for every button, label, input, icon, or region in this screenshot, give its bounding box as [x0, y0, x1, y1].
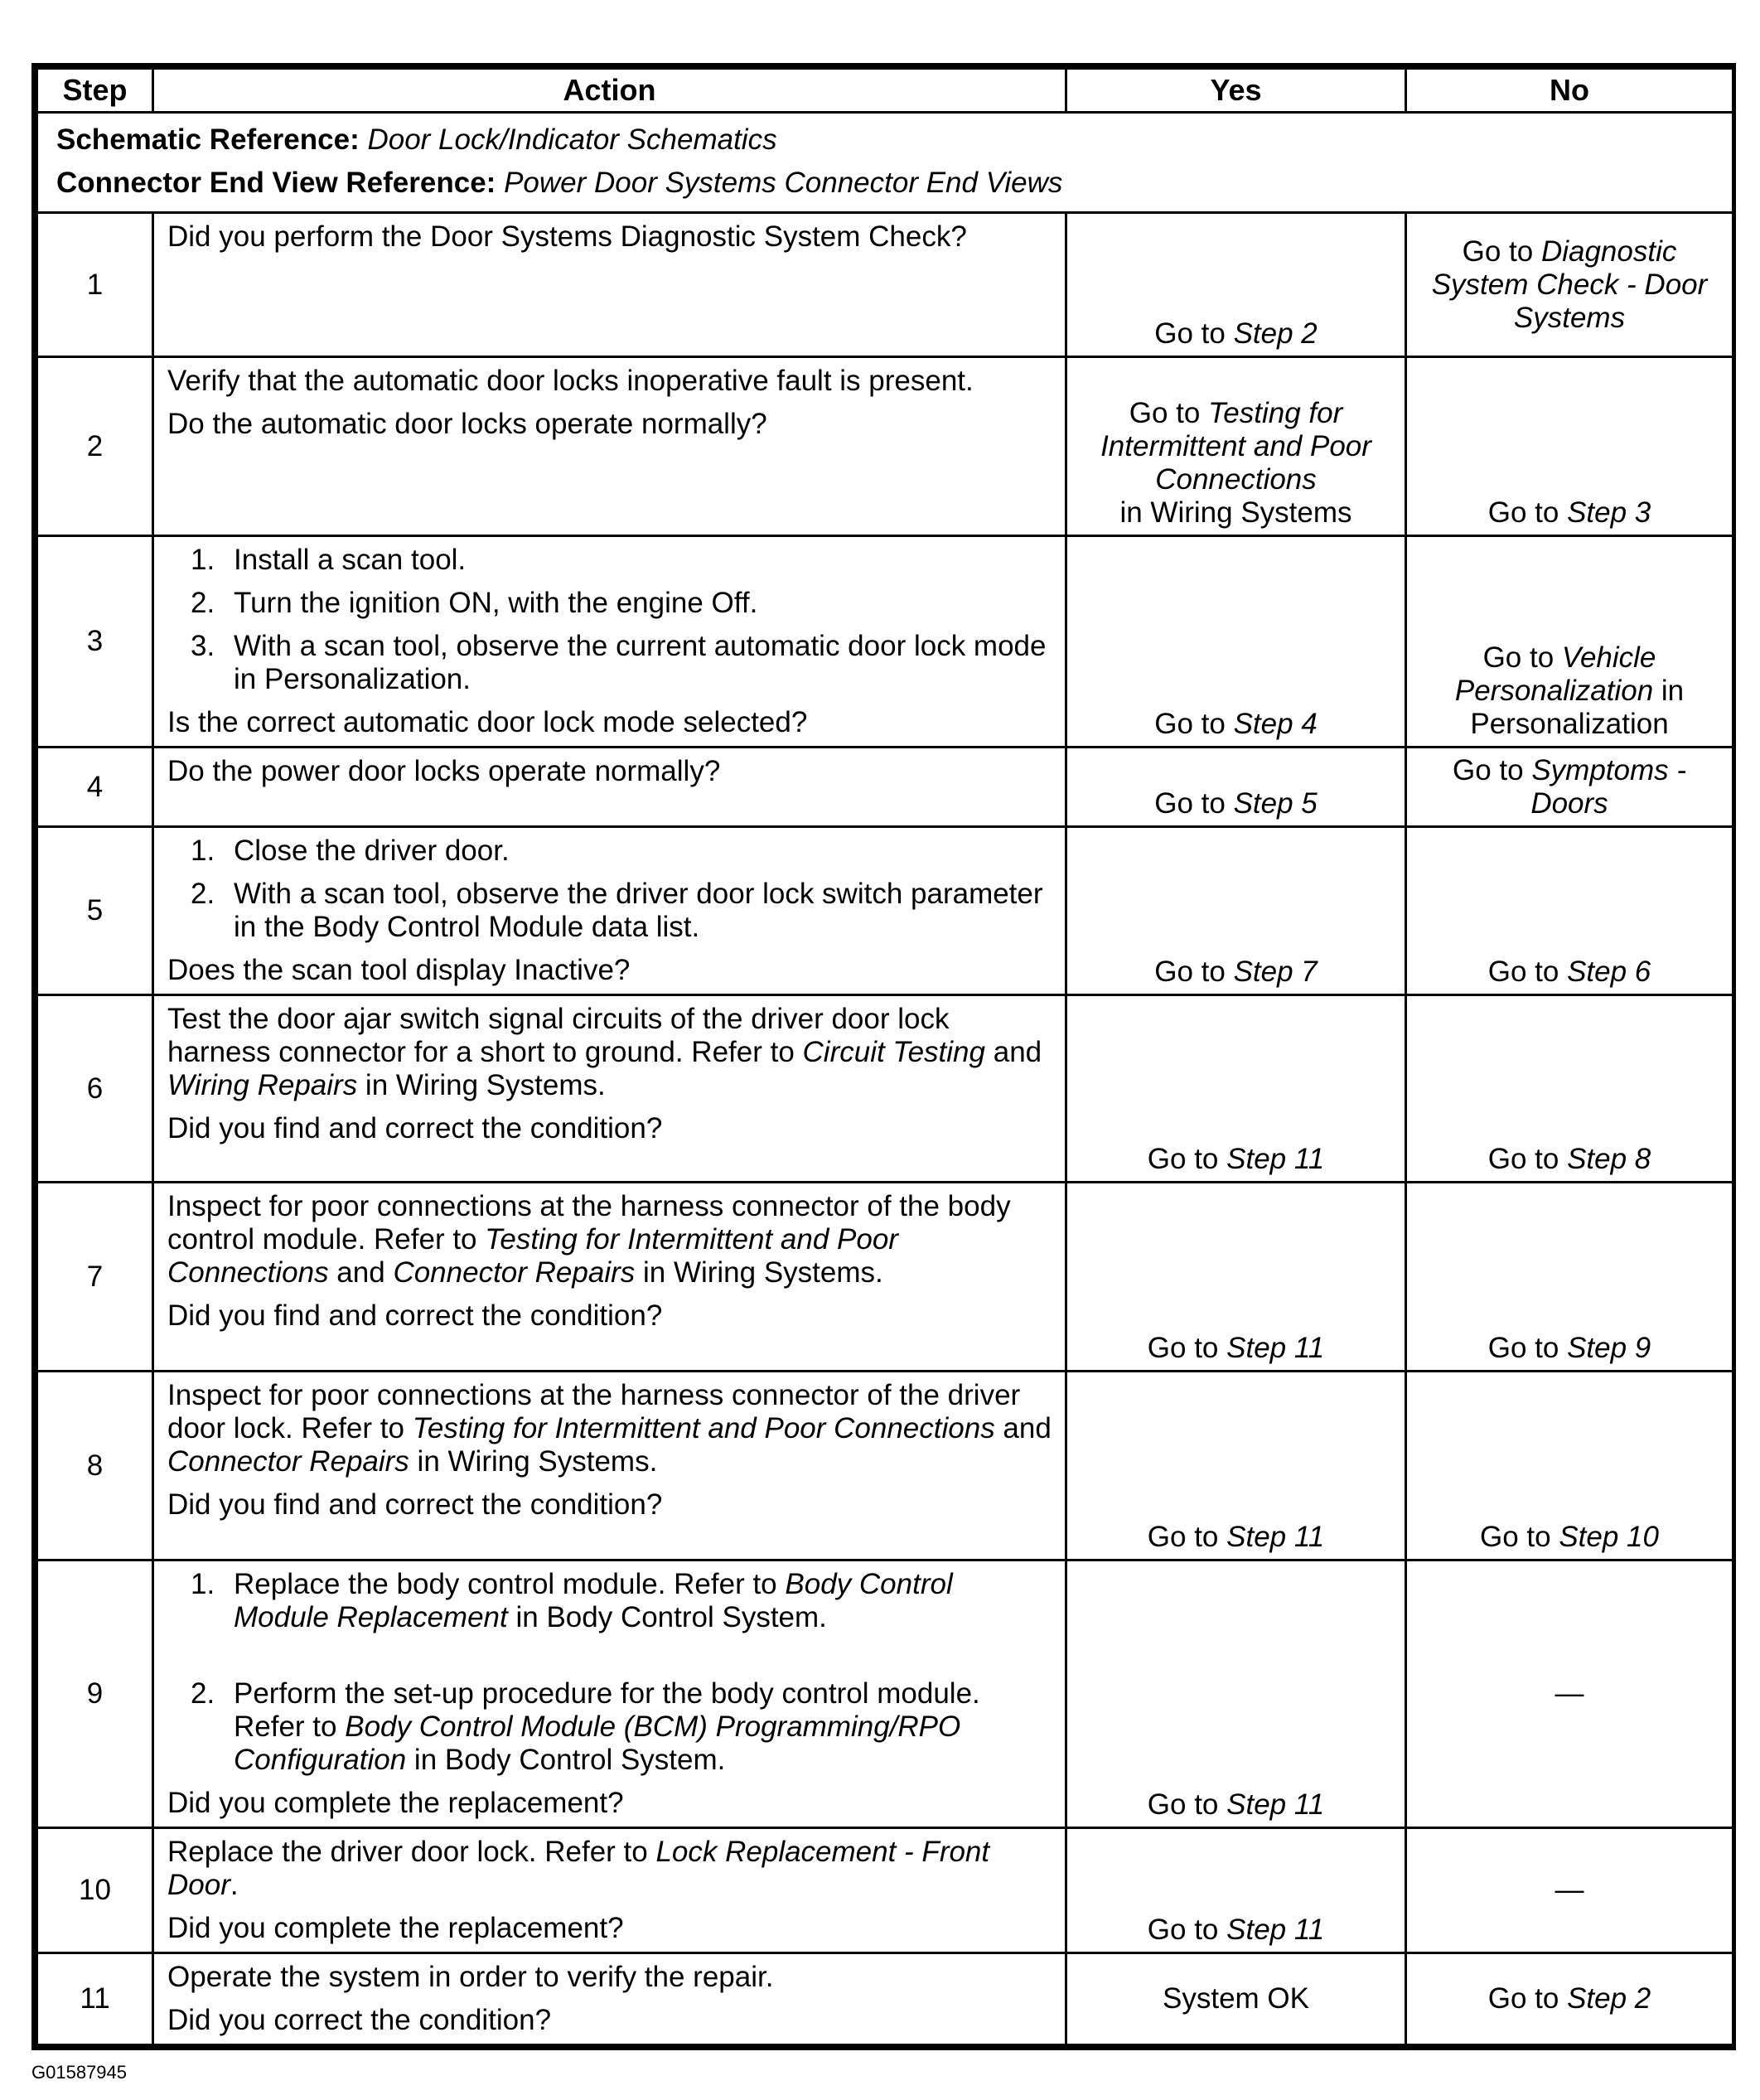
yes-prefix: Go to — [1147, 1332, 1227, 1364]
action-text — [167, 1190, 1052, 1290]
yes-result: System OK — [1163, 1982, 1309, 2015]
list-item: 1. Replace the body control module. Refer to Body Control Module Replacement in Body Control System. — [191, 1568, 953, 1633]
action-question: Did you complete the replacement? — [167, 1787, 624, 1819]
yes-link[interactable]: Step 7 — [1233, 956, 1318, 988]
yes-link[interactable]: Testing for Intermittent and Poor Connections — [1100, 397, 1371, 496]
no-link[interactable]: Step 3 — [1567, 496, 1651, 529]
action-text-part: and — [994, 1412, 1052, 1444]
action-question: Did you find and correct the condition? — [167, 1299, 663, 1332]
list-item-text: in Body Control System. — [507, 1601, 827, 1633]
header-no: No — [1406, 69, 1733, 113]
action-link[interactable]: Lock Replacement - Front Door — [167, 1836, 990, 1901]
list-item-text: With a scan tool, observe the driver door lock switch parameter in the Body Control Module data list. — [234, 878, 1043, 943]
yes-cell — [1066, 1828, 1406, 1953]
no-prefix: Go to — [1487, 956, 1568, 988]
action-question: Did you find and correct the condition? — [167, 1488, 663, 1521]
yes-cell — [1066, 357, 1406, 536]
yes-cell — [1066, 536, 1406, 748]
yes-cell — [1066, 213, 1406, 357]
no-cell — [1406, 1372, 1733, 1560]
yes-cell — [1066, 995, 1406, 1183]
table-row-step-5 — [37, 827, 1733, 995]
action-text-part: in Wiring Systems. — [635, 1256, 883, 1289]
list-item: 2. With a scan tool, observe the driver door lock switch parameter in the Body Control Module data list. — [191, 878, 1043, 943]
action-cell — [153, 213, 1066, 357]
yes-prefix: Go to — [1154, 708, 1234, 740]
action-cell — [153, 1953, 1066, 2045]
no-link[interactable]: Step 2 — [1567, 1982, 1651, 2015]
no-cell — [1406, 748, 1733, 827]
action-question: Do the automatic door locks operate normally? — [167, 408, 767, 440]
table-row-step-6 — [37, 995, 1733, 1183]
no-link[interactable]: Symptoms - Doors — [1530, 754, 1687, 820]
yes-cell — [1066, 1560, 1406, 1828]
no-prefix: Go to — [1452, 754, 1532, 786]
no-link[interactable]: Diagnostic System Check - Door Systems — [1431, 235, 1708, 334]
table-row-step-4 — [37, 748, 1733, 827]
step-number: 6 — [37, 995, 153, 1183]
action-link[interactable]: Body Control Module (BCM) Programming/RPO Configuration — [234, 1710, 961, 1776]
no-prefix: Go to — [1487, 1143, 1568, 1175]
no-cell — [1406, 1560, 1733, 1828]
yes-link[interactable]: Step 11 — [1226, 1332, 1325, 1364]
list-item: 1. Install a scan tool. — [191, 544, 467, 576]
list-item-text: Install a scan tool. — [234, 544, 467, 576]
schematic-reference — [56, 119, 1714, 162]
action-link[interactable]: Connector Repairs — [393, 1256, 636, 1289]
table-row-step-3 — [37, 536, 1733, 748]
step-number: 9 — [37, 1560, 153, 1828]
action-link[interactable]: Wiring Repairs — [167, 1069, 358, 1101]
list-item-text: Turn the ignition ON, with the engine Off. — [234, 587, 758, 619]
list-item: 2. Perform the set-up procedure for the body control module. Refer to Body Control Module (BCM) Programming/RPO Configuration in Body Control System. — [191, 1677, 980, 1776]
yes-prefix: Go to — [1147, 1788, 1227, 1821]
action-link[interactable]: Testing for Intermittent and Poor Connections — [412, 1412, 995, 1444]
header-action: Action — [153, 69, 1066, 113]
schematic-reference-link[interactable]: Door Lock/Indicator Schematics — [367, 123, 777, 156]
no-cell — [1406, 357, 1733, 536]
no-prefix: Go to — [1487, 1982, 1568, 2015]
yes-link[interactable]: Step 5 — [1233, 787, 1318, 820]
list-item: 2. Turn the ignition ON, with the engine Off. — [191, 587, 758, 619]
action-text-part: Inspect for poor connections at the harness connector of the body control module. Refer to — [167, 1190, 1011, 1256]
list-item-text: Replace the body control module. Refer to — [234, 1568, 786, 1600]
no-prefix: Go to — [1487, 496, 1568, 529]
action-text — [167, 1003, 1052, 1102]
no-cell — [1406, 1828, 1733, 1953]
yes-link[interactable]: Step 11 — [1226, 1143, 1325, 1175]
no-link[interactable]: Step 10 — [1559, 1521, 1659, 1553]
yes-prefix: Go to — [1129, 397, 1209, 429]
step-number: 7 — [37, 1183, 153, 1372]
action-question: Did you correct the condition? — [167, 2004, 552, 2036]
no-cell — [1406, 1183, 1733, 1372]
no-cell — [1406, 1953, 1733, 2045]
action-link[interactable]: Testing for Intermittent and Poor Connections — [167, 1223, 898, 1289]
action-link[interactable]: Connector Repairs — [167, 1445, 409, 1478]
step-number: 8 — [37, 1372, 153, 1560]
action-text-part: Replace the driver door lock. Refer to — [167, 1836, 656, 1868]
step-number: 10 — [37, 1828, 153, 1953]
schematic-reference-label: Schematic Reference: — [56, 123, 360, 156]
yes-link[interactable]: Step 11 — [1226, 1521, 1325, 1553]
table-row-step-10 — [37, 1828, 1733, 1953]
action-question: Is the correct automatic door lock mode selected? — [167, 706, 808, 738]
action-link[interactable]: Circuit Testing — [802, 1036, 985, 1068]
no-link[interactable]: Step 8 — [1567, 1143, 1651, 1175]
yes-prefix: Go to — [1154, 787, 1234, 820]
table-row-step-11 — [37, 1953, 1733, 2045]
yes-cell — [1066, 1372, 1406, 1560]
action-question: Does the scan tool display Inactive? — [167, 954, 631, 986]
diagnostic-table — [31, 63, 1736, 2050]
yes-prefix: Go to — [1147, 1521, 1227, 1553]
action-list — [167, 835, 1052, 944]
yes-prefix: Go to — [1147, 1914, 1227, 1946]
table-row-step-2 — [37, 357, 1733, 536]
step-number: 5 — [37, 827, 153, 995]
connector-reference-label: Connector End View Reference: — [56, 167, 496, 199]
list-item-text: Close the driver door. — [234, 835, 510, 867]
list-item: 3. With a scan tool, observe the current automatic door lock mode in Personalization. — [191, 630, 1047, 695]
table-row-step-9 — [37, 1560, 1733, 1828]
action-cell — [153, 748, 1066, 827]
no-prefix: Go to — [1462, 235, 1541, 268]
step-number: 2 — [37, 357, 153, 536]
yes-cell — [1066, 1183, 1406, 1372]
yes-cell — [1066, 1953, 1406, 2045]
connector-reference-link[interactable]: Power Door Systems Connector End Views — [504, 167, 1063, 199]
header-step: Step — [37, 69, 153, 113]
action-text-part: Inspect for poor connections at the harness connector of the driver door lock. Refer to — [167, 1379, 1021, 1444]
header-yes: Yes — [1066, 69, 1406, 113]
action-text: Verify that the automatic door locks inoperative fault is present. — [167, 365, 974, 397]
action-cell — [153, 357, 1066, 536]
action-text-part: . — [230, 1869, 239, 1901]
table-row-step-8 — [37, 1372, 1733, 1560]
figure-code: G01587945 — [31, 2062, 127, 2083]
reference-row — [37, 113, 1733, 213]
action-cell — [153, 1560, 1066, 1828]
action-cell — [153, 536, 1066, 748]
no-dash: — — [1555, 1677, 1584, 1710]
yes-link[interactable]: Step 2 — [1233, 317, 1318, 350]
yes-link[interactable]: Step 11 — [1226, 1788, 1325, 1821]
action-text-part: Test the door ajar switch signal circuits of the driver door lock harness connector for a short to ground. Refer to — [167, 1003, 950, 1068]
table-row-step-1 — [37, 213, 1733, 357]
action-question: Did you find and correct the condition? — [167, 1112, 663, 1144]
action-text-part: in Wiring Systems. — [409, 1445, 658, 1478]
action-text: Operate the system in order to verify the repair. — [167, 1961, 774, 1993]
action-text: Did you perform the Door Systems Diagnostic System Check? — [167, 220, 967, 253]
no-prefix: Go to — [1487, 1332, 1568, 1364]
yes-suffix: in Wiring Systems — [1119, 496, 1352, 529]
action-cell — [153, 995, 1066, 1183]
yes-cell — [1066, 827, 1406, 995]
action-link[interactable]: Body Control Module Replacement — [234, 1568, 953, 1633]
action-text-part: and — [985, 1036, 1042, 1068]
action-cell — [153, 1183, 1066, 1372]
header-row — [37, 69, 1733, 113]
no-cell — [1406, 536, 1733, 748]
action-list — [167, 544, 1052, 696]
connector-reference — [56, 162, 1714, 205]
yes-cell — [1066, 748, 1406, 827]
list-item-text: Perform the set-up procedure for the body control module. Refer to — [234, 1677, 980, 1743]
yes-link[interactable]: Step 11 — [1226, 1914, 1325, 1946]
list-item: 1. Close the driver door. — [191, 835, 510, 867]
action-cell — [153, 1372, 1066, 1560]
action-text-part: in Wiring Systems. — [357, 1069, 606, 1101]
no-suffix: in Personalization — [1470, 675, 1685, 740]
action-text-part: and — [328, 1256, 394, 1289]
step-number: 4 — [37, 748, 153, 827]
list-item-text: With a scan tool, observe the current automatic door lock mode in Personalization. — [234, 630, 1047, 695]
action-question: Did you complete the replacement? — [167, 1912, 624, 1944]
action-text — [167, 1379, 1052, 1478]
yes-prefix: Go to — [1147, 1143, 1227, 1175]
yes-link[interactable]: Step 4 — [1233, 708, 1318, 740]
action-cell — [153, 827, 1066, 995]
step-number: 1 — [37, 213, 153, 357]
action-text: Do the power door locks operate normally? — [167, 755, 721, 787]
table-row-step-7 — [37, 1183, 1733, 1372]
list-item-text: in Body Control System. — [406, 1744, 726, 1776]
no-prefix: Go to — [1482, 641, 1562, 674]
step-number: 3 — [37, 536, 153, 748]
yes-prefix: Go to — [1154, 956, 1234, 988]
no-link[interactable]: Step 9 — [1567, 1332, 1651, 1364]
step-number: 11 — [37, 1953, 153, 2045]
no-prefix: Go to — [1480, 1521, 1559, 1553]
action-list — [167, 1568, 1052, 1777]
yes-prefix: Go to — [1154, 317, 1234, 350]
reference-cell — [37, 113, 1733, 213]
no-dash: — — [1555, 1874, 1584, 1906]
no-link[interactable]: Step 6 — [1567, 956, 1651, 988]
no-cell — [1406, 995, 1733, 1183]
no-cell — [1406, 827, 1733, 995]
no-cell — [1406, 213, 1733, 357]
action-cell — [153, 1828, 1066, 1953]
no-link[interactable]: Vehicle Personalization — [1454, 641, 1656, 707]
action-text — [167, 1836, 1052, 1902]
